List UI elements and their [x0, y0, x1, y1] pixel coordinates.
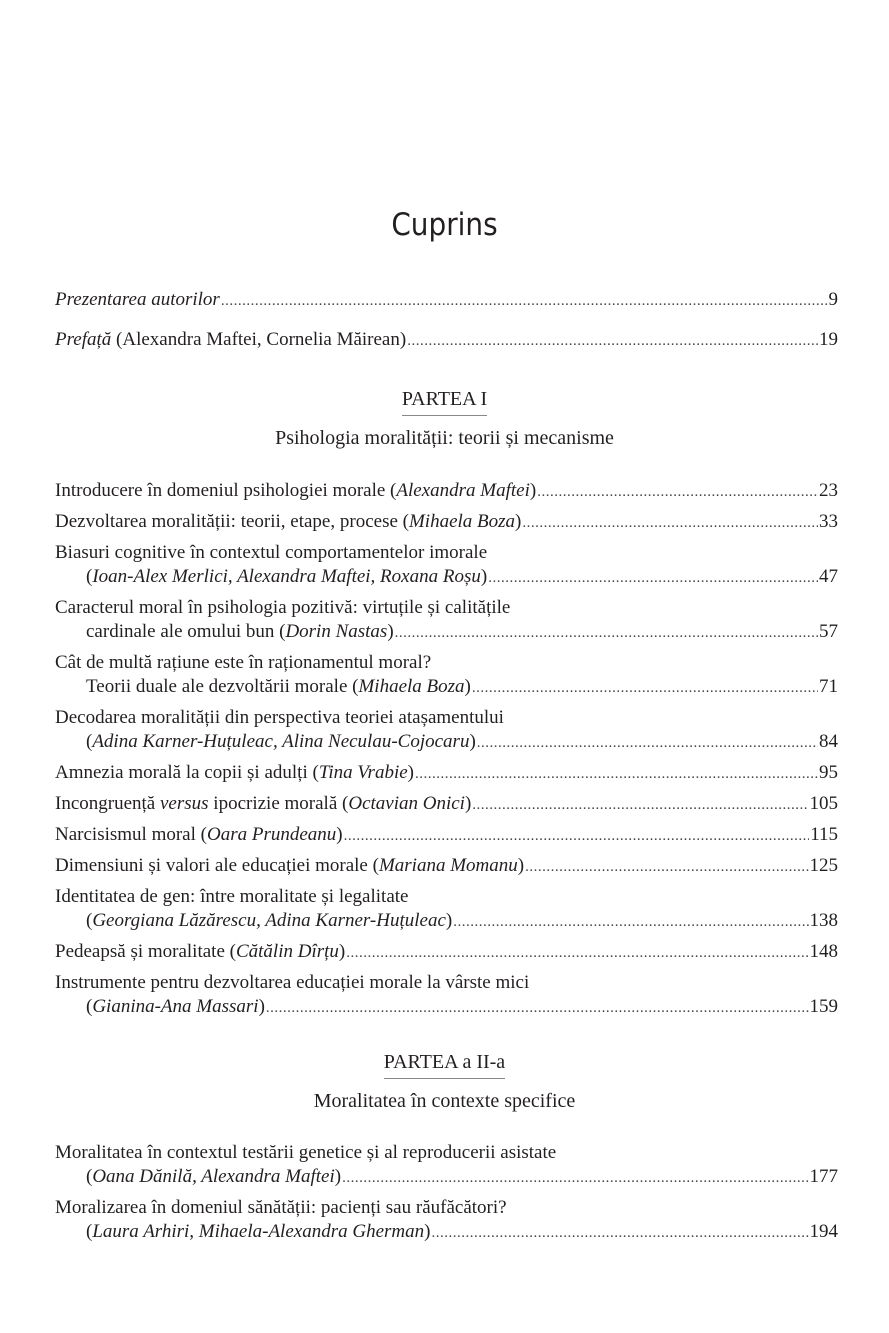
toc-entry[interactable] — [55, 651, 838, 700]
entry-plain-text: Instrumente pentru dezvoltarea educației morale la vârste mici — [55, 972, 530, 993]
toc-entry[interactable] — [55, 971, 838, 1020]
dot-leader — [395, 621, 818, 645]
entry-text — [55, 854, 524, 878]
toc-entry-line — [55, 479, 838, 504]
entry-text — [55, 1196, 507, 1220]
entry-plain-text: Biasuri cognitive în contextul comportamentelor imorale — [55, 542, 488, 563]
entry-italic-text: Prezentarea autorilor — [55, 289, 220, 310]
entry-text — [55, 792, 471, 816]
entry-plain-text: ) — [515, 511, 522, 532]
entry-italic-text: Oana Dănilă, Alexandra Maftei — [92, 1166, 335, 1187]
toc-entry[interactable] — [55, 1141, 838, 1190]
entry-text — [55, 761, 414, 785]
part-1-entries — [55, 479, 838, 1026]
toc-entry[interactable] — [55, 823, 838, 848]
toc-entry-line — [55, 971, 838, 995]
page-number: 95 — [819, 762, 838, 783]
toc-entry[interactable] — [55, 854, 838, 879]
toc-entry[interactable] — [55, 792, 838, 817]
toc-entry-line — [55, 288, 838, 313]
dot-leader — [472, 676, 818, 700]
toc-entry-line — [55, 541, 838, 565]
toc-entry[interactable] — [55, 288, 838, 313]
toc-entry-line — [55, 706, 838, 730]
entry-plain-text: Amnezia morală la copii și adulți ( — [55, 762, 319, 783]
entry-italic-text: Laura Arhiri, Mihaela-Alexandra Gherman — [92, 1221, 425, 1242]
toc-entry-line — [55, 761, 838, 786]
entry-text — [55, 541, 487, 565]
entry-text — [55, 651, 431, 675]
entry-italic-text: Cătălin Dîrțu — [235, 941, 339, 962]
entry-plain-text: ) — [517, 855, 525, 876]
entry-plain-text: ) — [445, 910, 453, 931]
entry-plain-text: Dimensiuni și valori ale educației morale ( — [55, 855, 379, 876]
entry-plain-text: ) — [334, 1166, 342, 1187]
entry-plain-text: ( — [86, 910, 93, 931]
part-2-header — [0, 1050, 889, 1113]
entry-plain-text: Dezvoltarea moralității: teorii, etape, procese ( — [55, 511, 409, 532]
dot-leader — [525, 855, 808, 879]
entry-plain-text: ) — [407, 762, 414, 783]
toc-entry-line — [55, 1165, 838, 1190]
entry-italic-text: Octavian Onici — [348, 793, 465, 814]
entry-text — [55, 971, 529, 995]
page-number: 9 — [828, 289, 838, 310]
entry-plain-text: ) — [338, 941, 346, 962]
entry-plain-text: Identitatea de gen: între moralitate și legalitate — [55, 886, 409, 907]
part-subtitle: Moralitatea în contexte specifice — [313, 1090, 576, 1112]
entry-text — [86, 730, 476, 754]
toc-entry[interactable] — [55, 940, 838, 965]
dot-leader — [522, 511, 818, 535]
entry-plain-text: ) — [469, 731, 476, 752]
entry-italic-text: Georgiana Lăzărescu, Adina Karner-Huțuleac — [92, 910, 446, 931]
toc-entry[interactable] — [55, 328, 838, 353]
entry-plain-text: ) — [464, 676, 471, 697]
entry-plain-text: Moralizarea în domeniul sănătății: pacienți sau răufăcători? — [55, 1197, 507, 1218]
entry-text — [55, 706, 504, 730]
dot-leader — [453, 910, 808, 934]
entry-text — [86, 995, 265, 1019]
entry-plain-text: Moralitatea în contextul testării genetice și al reproducerii asistate — [55, 1142, 557, 1163]
entry-text — [55, 940, 345, 964]
entry-italic-text: Ioan-Alex Merlici, Alexandra Maftei, Roxana Roșu — [92, 566, 481, 587]
entry-text — [86, 1220, 430, 1244]
page-number: 138 — [809, 910, 838, 931]
entry-plain-text: ) — [464, 793, 472, 814]
page-number: 19 — [819, 329, 838, 350]
entry-italic-text: Dorin Nastas — [285, 621, 388, 642]
part-subtitle: Psihologia moralității: teorii și mecanisme — [275, 427, 614, 449]
entry-plain-text: Incongruență — [55, 793, 160, 814]
front-matter-list — [55, 288, 838, 368]
page-number: 57 — [819, 621, 838, 642]
entry-italic-text: Tina Vrabie — [318, 762, 408, 783]
entry-italic-text: Adina Karner-Huțuleac, Alina Neculau-Cojocaru — [92, 731, 470, 752]
entry-text — [55, 596, 510, 620]
entry-plain-text: ) — [387, 621, 394, 642]
page-number: 33 — [819, 511, 838, 532]
toc-entry-line — [55, 1220, 838, 1245]
dot-leader — [346, 941, 808, 965]
entry-plain-text: ( — [86, 731, 93, 752]
toc-entry-line — [55, 823, 838, 848]
page-number: 194 — [809, 1221, 838, 1242]
entry-plain-text: ( — [86, 996, 93, 1017]
dot-leader — [266, 996, 809, 1020]
dot-leader — [342, 1166, 808, 1190]
toc-entry-line — [55, 792, 838, 817]
toc-entry-line — [55, 854, 838, 879]
entry-italic-text: Mihaela Boza — [408, 511, 516, 532]
dot-leader — [477, 731, 818, 755]
toc-entry-line — [55, 940, 838, 965]
entry-plain-text: Caracterul moral în psihologia pozitivă: virtuțile și calitățile — [55, 597, 511, 618]
page-number: 125 — [809, 855, 838, 876]
entry-plain-text: ipocrizie morală ( — [208, 793, 349, 814]
entry-text — [55, 823, 343, 847]
page-number: 84 — [819, 731, 838, 752]
entry-text — [86, 565, 487, 589]
page-number: 159 — [809, 996, 838, 1017]
toc-entry-line — [55, 909, 838, 934]
entry-plain-text: ) — [258, 996, 265, 1017]
toc-entry-line — [55, 675, 838, 700]
toc-entry[interactable] — [55, 706, 838, 755]
page-title: Cuprins — [391, 206, 498, 243]
toc-entry-line — [55, 885, 838, 909]
entry-plain-text: ) — [424, 1221, 431, 1242]
entry-plain-text: Decodarea moralității din perspectiva teoriei atașamentului — [55, 707, 504, 728]
entry-italic-text: Oara Prundeanu — [206, 824, 337, 845]
dot-leader — [407, 329, 818, 353]
toc-entry[interactable] — [55, 1196, 838, 1245]
page-number: 23 — [819, 480, 838, 501]
dot-leader — [431, 1221, 808, 1245]
toc-entry-line — [55, 730, 838, 755]
page-number: 105 — [809, 793, 838, 814]
toc-entry-line — [55, 596, 838, 620]
dot-leader — [537, 480, 818, 504]
dot-leader — [472, 793, 808, 817]
toc-entry-line — [55, 620, 838, 645]
entry-italic-text: Mariana Momanu — [378, 855, 518, 876]
toc-entry-line — [55, 565, 838, 590]
entry-italic-text: Gianina-Ana Massari — [92, 996, 259, 1017]
entry-italic-text: Prefață — [55, 329, 112, 350]
toc-entry[interactable] — [55, 541, 838, 590]
toc-entry-line — [55, 1196, 838, 1220]
toc-entry[interactable] — [55, 761, 838, 786]
toc-entry[interactable] — [55, 885, 838, 934]
toc-entry-line — [55, 995, 838, 1020]
part-heading: PARTEA a II-a — [384, 1050, 505, 1079]
entry-plain-text: (Alexandra Maftei, Cornelia Măirean) — [111, 329, 407, 350]
entry-plain-text: ) — [480, 566, 488, 587]
entry-text — [55, 1141, 556, 1165]
entry-italic-text: Mihaela Boza — [358, 676, 465, 697]
page-number: 47 — [819, 566, 838, 587]
part-2-entries — [55, 1141, 838, 1251]
toc-entry-line — [55, 328, 838, 353]
dot-leader — [488, 566, 818, 590]
part-1-header — [0, 387, 889, 450]
entry-plain-text: Introducere în domeniul psihologiei morale ( — [55, 480, 397, 501]
entry-text — [86, 909, 452, 933]
toc-entry-line — [55, 651, 838, 675]
toc-entry-line — [55, 1141, 838, 1165]
entry-plain-text: Pedeapsă și moralitate ( — [55, 941, 236, 962]
entry-text — [55, 328, 406, 352]
toc-entry[interactable] — [55, 510, 838, 535]
entry-plain-text: cardinale ale omului bun ( — [86, 621, 286, 642]
dot-leader — [415, 762, 818, 786]
toc-entry[interactable] — [55, 479, 838, 504]
dot-leader — [221, 289, 828, 313]
entry-plain-text: ) — [529, 480, 537, 501]
entry-italic-text: versus — [159, 793, 209, 814]
entry-text — [86, 620, 394, 644]
entry-plain-text: Narcisismul moral ( — [55, 824, 207, 845]
entry-text — [55, 288, 220, 312]
entry-italic-text: Alexandra Maftei — [396, 480, 530, 501]
page-number: 115 — [810, 824, 838, 845]
page-number: 71 — [819, 676, 838, 697]
page-number: 177 — [809, 1166, 838, 1187]
entry-text — [86, 1165, 341, 1189]
entry-plain-text: ) — [336, 824, 343, 845]
toc-entry[interactable] — [55, 596, 838, 645]
part-heading: PARTEA I — [402, 387, 487, 416]
toc-entry-line — [55, 510, 838, 535]
page-number: 148 — [809, 941, 838, 962]
entry-text — [86, 675, 471, 699]
entry-text — [55, 885, 408, 909]
entry-text — [55, 510, 521, 534]
entry-text — [55, 479, 536, 503]
dot-leader — [344, 824, 810, 848]
entry-plain-text: Cât de multă rațiune este în raționamentul moral? — [55, 652, 432, 673]
entry-plain-text: ( — [86, 1166, 93, 1187]
entry-plain-text: Teorii duale ale dezvoltării morale ( — [86, 676, 359, 697]
entry-plain-text: ( — [86, 566, 93, 587]
entry-plain-text: ( — [86, 1221, 93, 1242]
